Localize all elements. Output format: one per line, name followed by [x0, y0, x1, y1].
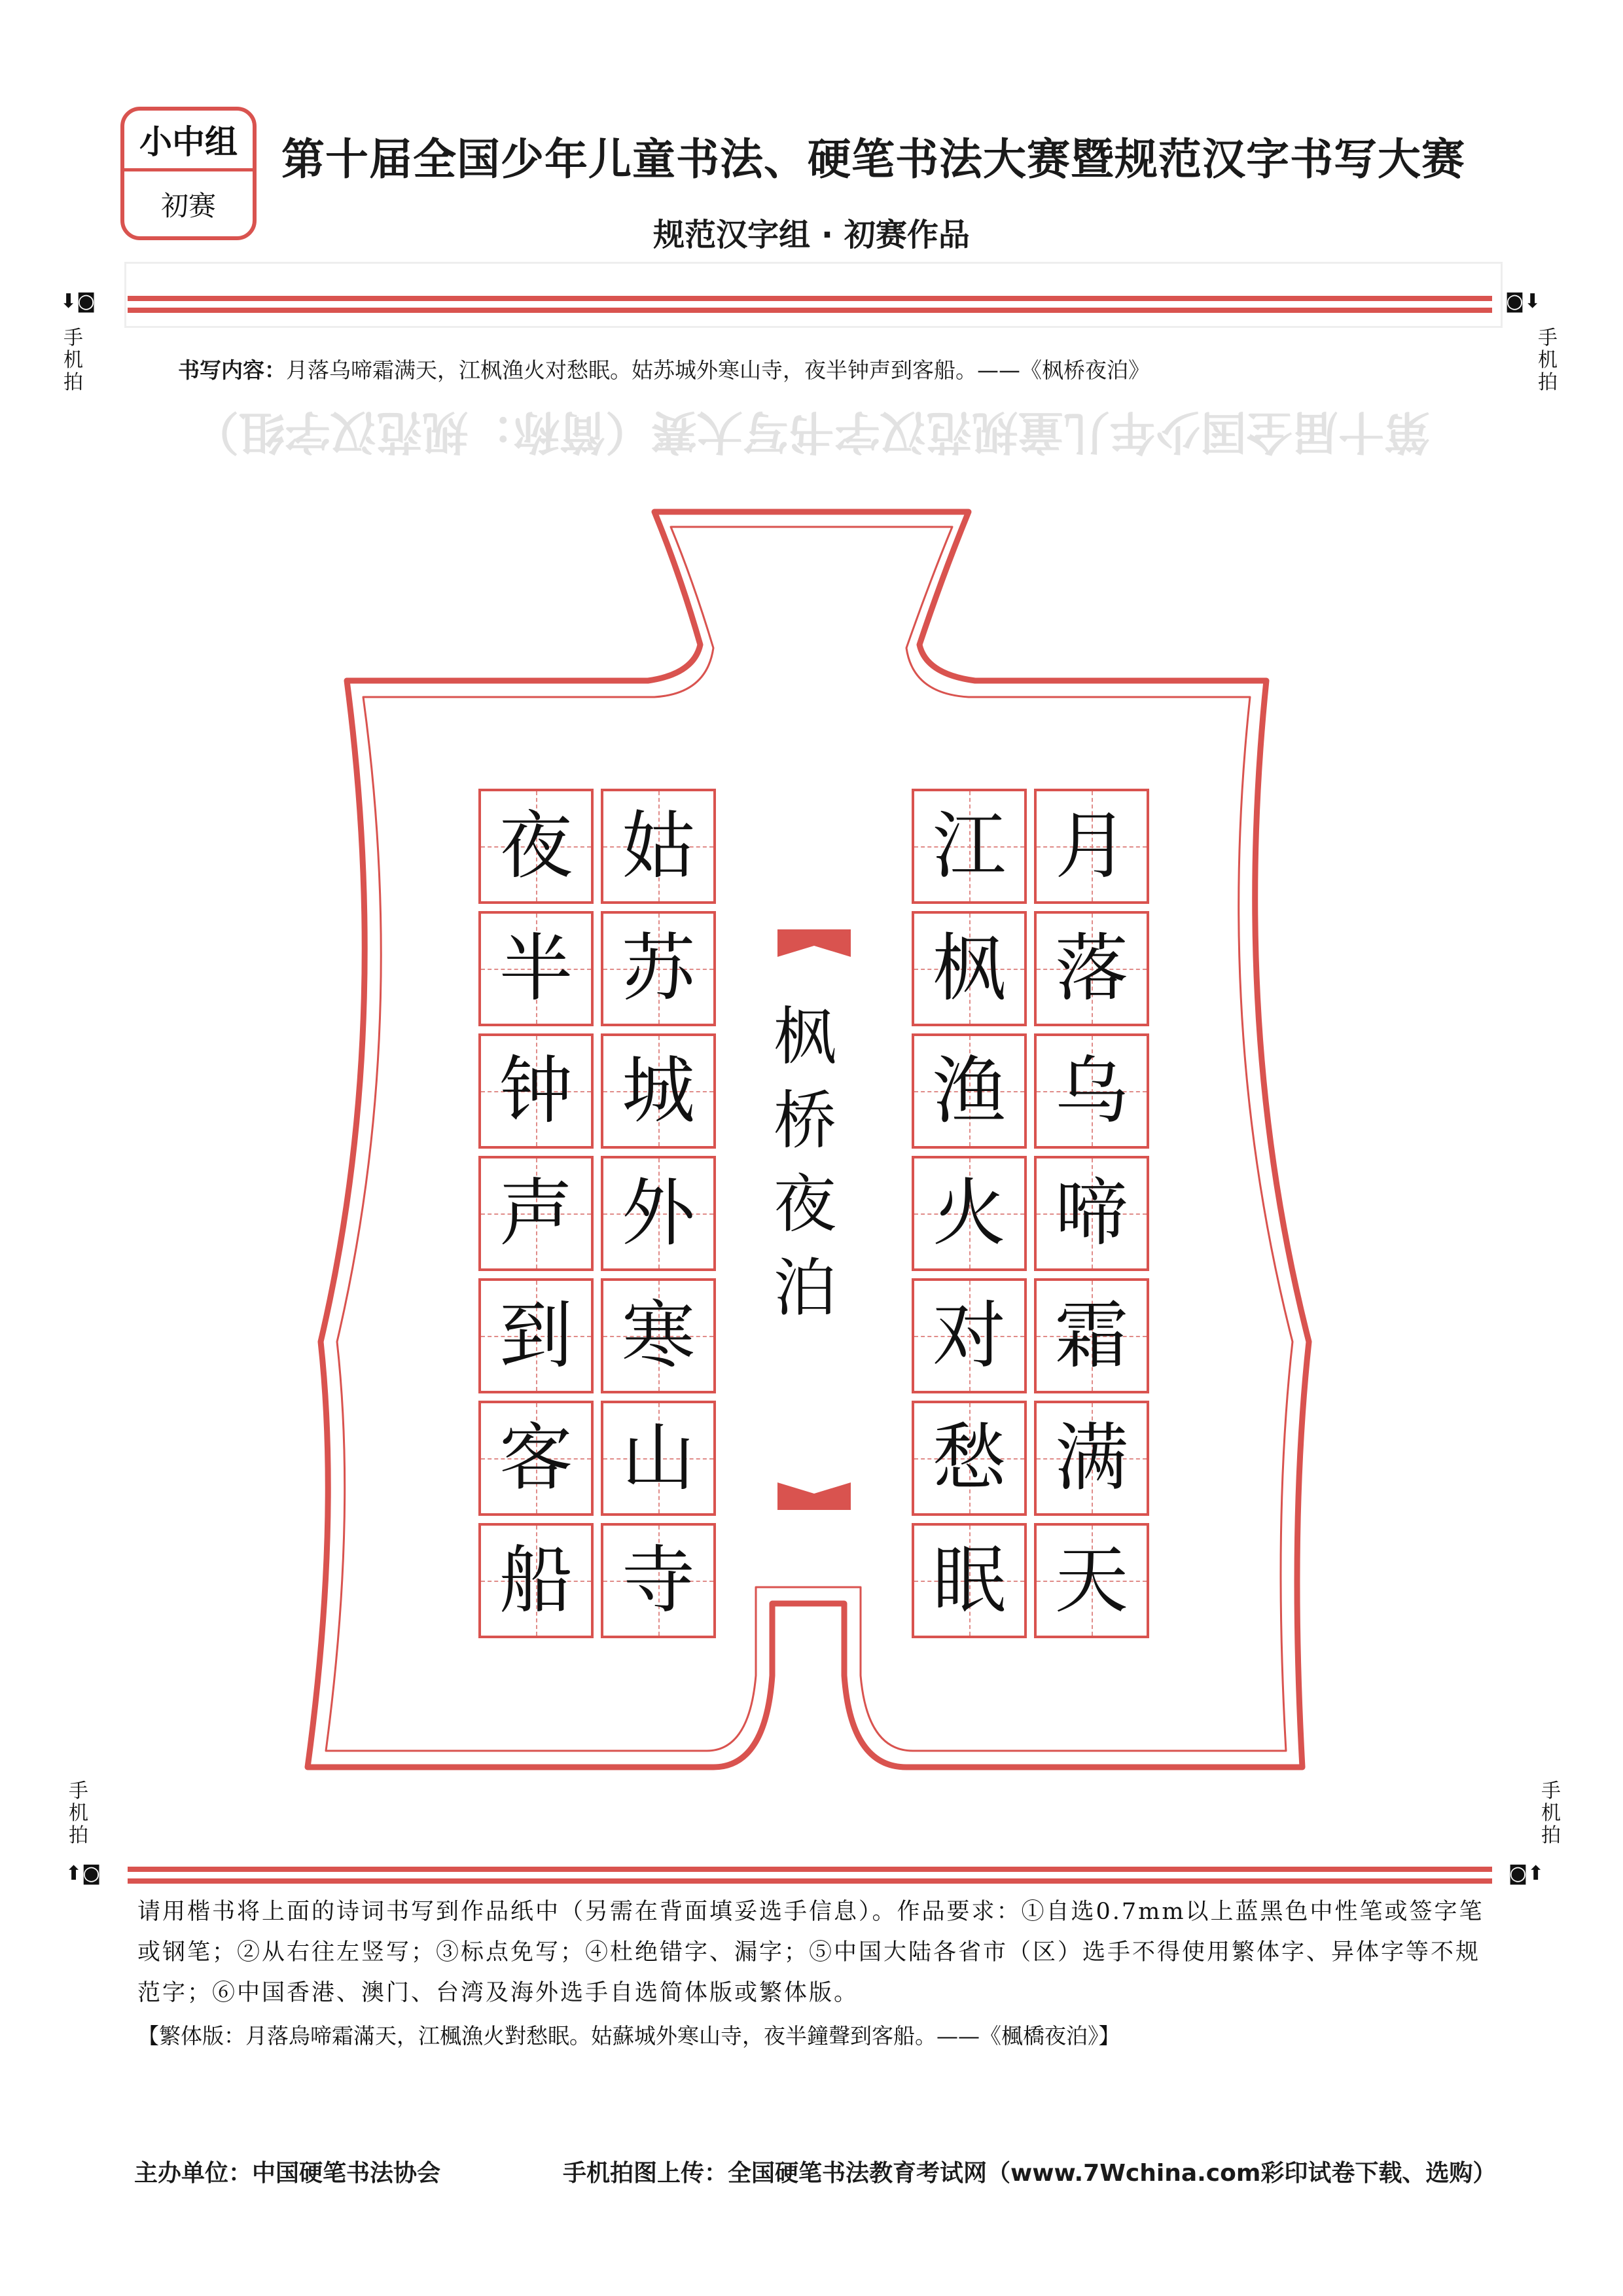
- writing-cell: [1034, 1523, 1149, 1638]
- camera-icon-top-left: ⬇◙: [60, 290, 96, 313]
- poem-char: 落: [1055, 926, 1128, 1011]
- upload-info-text: 手机拍图上传：全国硬笔书法教育考试网（www.7Wchina.com彩印试卷下载、选购）: [563, 2160, 1497, 2187]
- camera-icon-bottom-left: ⬆◙: [65, 1862, 101, 1885]
- poem-char: 到: [499, 1293, 573, 1378]
- writing-cell: [912, 789, 1027, 904]
- poem-char: 城: [622, 1049, 695, 1134]
- poem-title-char: 桥: [774, 1084, 836, 1157]
- poem-char: 江: [933, 804, 1006, 889]
- badge-group: 小中组: [124, 111, 253, 171]
- writing-cell: [601, 911, 716, 1026]
- writing-cell: [478, 1278, 594, 1393]
- writing-cell: [912, 1278, 1027, 1393]
- poem-title-char: 夜: [774, 1168, 836, 1241]
- poem-char: 苏: [622, 926, 695, 1011]
- camera-icon-top-right: ◙⬇: [1505, 290, 1541, 313]
- poem-char: 声: [499, 1171, 573, 1256]
- poem-char: 啼: [1055, 1171, 1128, 1256]
- writing-cell: [478, 1033, 594, 1149]
- side-label-bottom-left: 手机拍: [69, 1780, 88, 1847]
- badge-stage: 初赛: [160, 190, 216, 222]
- writing-cell: [1034, 1278, 1149, 1393]
- writing-cell: [601, 1523, 716, 1638]
- poem-char: 夜: [499, 804, 573, 889]
- camera-icon-bottom-right: ◙⬆: [1508, 1862, 1544, 1885]
- writing-cell: [1034, 1401, 1149, 1516]
- writing-content-text: 月落乌啼霜满天，江枫渔火对愁眠。姑苏城外寒山寺，夜半钟声到客船。——《枫桥夜泊》: [286, 357, 1150, 383]
- page-subtitle: 规范汉字组 · 初赛作品: [653, 217, 970, 253]
- writing-cell: [478, 1401, 594, 1516]
- poem-char: 对: [933, 1293, 1006, 1378]
- title-ribbon-bottom: [777, 1482, 851, 1510]
- writing-cell: [1034, 911, 1149, 1026]
- title-ribbon-top: [777, 929, 851, 957]
- poem-char: 满: [1055, 1416, 1128, 1501]
- poem-char: 天: [1055, 1538, 1128, 1623]
- writing-cell: [912, 1401, 1027, 1516]
- poem-char: 霜: [1055, 1293, 1128, 1378]
- writing-cell: [601, 1033, 716, 1149]
- poem-char: 半: [499, 926, 573, 1011]
- poem-char: 外: [622, 1171, 695, 1256]
- side-label-top-right: 手机拍: [1538, 327, 1558, 394]
- poem-char: 渔: [933, 1049, 1006, 1134]
- side-label-top-left: 手机拍: [63, 327, 83, 394]
- poem-char: 钟: [499, 1049, 573, 1134]
- writing-cell: [601, 789, 716, 904]
- poem-char: 姑: [622, 804, 695, 889]
- writing-content-label: 书写内容：: [178, 357, 286, 383]
- writing-cell: [601, 1278, 716, 1393]
- organizer-text: 主办单位：中国硬笔书法协会: [134, 2160, 441, 2187]
- writing-cell: [478, 911, 594, 1026]
- poem-char: 眠: [933, 1538, 1006, 1623]
- writing-cell: [478, 1156, 594, 1271]
- writing-cell: [1034, 1033, 1149, 1149]
- poem-char: 寒: [622, 1293, 695, 1378]
- writing-cell: [1034, 789, 1149, 904]
- writing-cell: [912, 1033, 1027, 1149]
- writing-cell: [912, 1523, 1027, 1638]
- writing-cell: [1034, 1156, 1149, 1271]
- writing-cell: [478, 789, 594, 904]
- poem-char: 月: [1055, 804, 1128, 889]
- poem-title-char: 泊: [774, 1251, 836, 1325]
- poem-char: 山: [622, 1416, 695, 1501]
- poem-char: 愁: [933, 1416, 1006, 1501]
- requirements-text: 请用楷书将上面的诗词书写到作品纸中（另需在背面填妥选手信息）。作品要求：①自选0.7mm以上蓝黑色中性笔或签字笔或钢笔；②从右往左竖写；③标点免写；④杜绝错字、漏字；⑤中国大陆各省市（区）选手不得使用繁体字、异体字等不规范字；⑥中国香港、澳门、台湾及海外选手自选简体版或繁体版。: [137, 1899, 1484, 2006]
- poem-char: 乌: [1055, 1049, 1128, 1134]
- poem-title-char: 枫: [774, 1000, 836, 1073]
- poem-char: 枫: [933, 926, 1006, 1011]
- show-through-watermark: 第十届全国少年儿童规范汉字书写大赛（简称：规范汉字组）: [193, 405, 1430, 459]
- traditional-version-text: 【繁体版：月落烏啼霜滿天，江楓漁火對愁眠。姑蘇城外寒山寺，夜半鐘聲到客船。——《楓橋夜泊》】: [137, 2023, 1120, 2049]
- writing-cell: [478, 1523, 594, 1638]
- writing-cell: [912, 911, 1027, 1026]
- poem-char: 客: [499, 1416, 573, 1501]
- writing-cell: [601, 1156, 716, 1271]
- poem-char: 船: [499, 1538, 573, 1623]
- page-title: 第十届全国少年儿童书法、硬笔书法大赛暨规范汉字书写大赛: [281, 134, 1465, 185]
- poem-char: 寺: [622, 1538, 695, 1623]
- writing-cell: [912, 1156, 1027, 1271]
- poem-title: [766, 995, 844, 1330]
- poem-char: 火: [933, 1171, 1006, 1256]
- side-label-bottom-right: 手机拍: [1541, 1780, 1561, 1847]
- writing-cell: [601, 1401, 716, 1516]
